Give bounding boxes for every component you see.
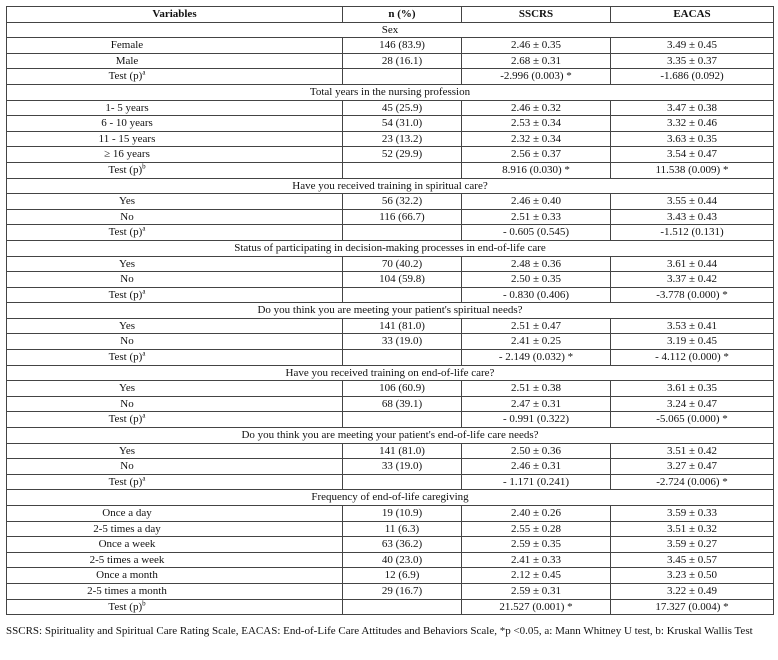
test-row xyxy=(7,350,774,366)
row-sscrs-value: 2.32 ± 0.34 xyxy=(462,131,611,147)
row-sscrs-value: 2.51 ± 0.38 xyxy=(462,381,611,397)
section-header-row xyxy=(7,490,774,506)
test-superscript: a xyxy=(142,68,146,77)
test-n-empty xyxy=(343,474,462,490)
test-superscript: a xyxy=(142,287,146,296)
table-row xyxy=(7,116,774,132)
table-row xyxy=(7,381,774,397)
section-header-row xyxy=(7,22,774,38)
test-label: Test (p) xyxy=(108,600,143,613)
section-title: Total years in the nursing profession xyxy=(7,84,774,100)
test-sscrs-value: - 1.171 (0.241) xyxy=(462,474,611,490)
row-sscrs-value: 2.59 ± 0.35 xyxy=(462,537,611,553)
row-label: ≥ 16 years xyxy=(7,147,343,163)
row-n-percent: 104 (59.8) xyxy=(343,272,462,288)
test-eacas-value: 11.538 (0.009) * xyxy=(611,162,774,178)
table-row xyxy=(7,521,774,537)
row-sscrs-value: 2.51 ± 0.33 xyxy=(462,209,611,225)
row-n-percent: 56 (32.2) xyxy=(343,194,462,210)
test-label-cell xyxy=(7,412,343,428)
row-label: 2-5 times a month xyxy=(7,583,343,599)
row-label: Once a month xyxy=(7,568,343,584)
row-label: No xyxy=(7,334,343,350)
table-row xyxy=(7,506,774,522)
table-row xyxy=(7,100,774,116)
row-eacas-value: 3.23 ± 0.50 xyxy=(611,568,774,584)
table-row xyxy=(7,131,774,147)
row-eacas-value: 3.59 ± 0.27 xyxy=(611,537,774,553)
test-n-empty xyxy=(343,350,462,366)
test-n-empty xyxy=(343,225,462,241)
row-n-percent: 19 (10.9) xyxy=(343,506,462,522)
row-sscrs-value: 2.46 ± 0.40 xyxy=(462,194,611,210)
test-sscrs-value: 8.916 (0.030) * xyxy=(462,162,611,178)
table-row xyxy=(7,209,774,225)
table-footnote: SSCRS: Spirituality and Spiritual Care Rating Scale, EACAS: End-of-Life Care Attitudes and Behaviors Scale, *p <0.05, a: Mann Whitney U test, b: Kruskal Wallis Test xyxy=(6,625,753,637)
row-sscrs-value: 2.55 ± 0.28 xyxy=(462,521,611,537)
row-label: Yes xyxy=(7,381,343,397)
test-superscript: b xyxy=(142,599,146,607)
table-body xyxy=(7,22,774,615)
row-n-percent: 11 (6.3) xyxy=(343,521,462,537)
row-n-percent: 68 (39.1) xyxy=(343,396,462,412)
row-eacas-value: 3.61 ± 0.44 xyxy=(611,256,774,272)
test-eacas-value: -2.724 (0.006) * xyxy=(611,474,774,490)
row-sscrs-value: 2.68 ± 0.31 xyxy=(462,53,611,69)
test-label: Test (p) xyxy=(108,413,143,426)
table-row xyxy=(7,272,774,288)
row-sscrs-value: 2.48 ± 0.36 xyxy=(462,256,611,272)
row-sscrs-value: 2.12 ± 0.45 xyxy=(462,568,611,584)
row-sscrs-value: 2.50 ± 0.36 xyxy=(462,443,611,459)
table-row xyxy=(7,443,774,459)
test-n-empty xyxy=(343,162,462,178)
row-eacas-value: 3.19 ± 0.45 xyxy=(611,334,774,350)
row-label: 11 - 15 years xyxy=(7,131,343,147)
test-label: Test (p) xyxy=(108,288,143,301)
test-n-empty xyxy=(343,412,462,428)
row-eacas-value: 3.63 ± 0.35 xyxy=(611,131,774,147)
test-row xyxy=(7,474,774,490)
row-eacas-value: 3.47 ± 0.38 xyxy=(611,100,774,116)
table-row xyxy=(7,194,774,210)
row-n-percent: 141 (81.0) xyxy=(343,443,462,459)
row-label: Once a week xyxy=(7,537,343,553)
test-row xyxy=(7,162,774,178)
header-sscrs: SSCRS xyxy=(462,7,611,23)
test-superscript: a xyxy=(142,411,146,420)
row-label: No xyxy=(7,459,343,475)
row-sscrs-value: 2.46 ± 0.31 xyxy=(462,459,611,475)
row-eacas-value: 3.32 ± 0.46 xyxy=(611,116,774,132)
test-eacas-value: -1.512 (0.131) xyxy=(611,225,774,241)
row-n-percent: 141 (81.0) xyxy=(343,318,462,334)
test-label-cell xyxy=(7,69,343,85)
test-superscript: a xyxy=(142,349,146,358)
test-label-cell xyxy=(7,350,343,366)
row-label: 6 - 10 years xyxy=(7,116,343,132)
row-sscrs-value: 2.46 ± 0.35 xyxy=(462,38,611,54)
test-eacas-value: 17.327 (0.004) * xyxy=(611,599,774,615)
test-row xyxy=(7,225,774,241)
row-n-percent: 63 (36.2) xyxy=(343,537,462,553)
row-label: Once a day xyxy=(7,506,343,522)
row-eacas-value: 3.45 ± 0.57 xyxy=(611,552,774,568)
test-label: Test (p) xyxy=(108,163,143,176)
section-title: Do you think you are meeting your patient's end-of-life care needs? xyxy=(7,428,774,444)
row-label: No xyxy=(7,272,343,288)
row-sscrs-value: 2.53 ± 0.34 xyxy=(462,116,611,132)
row-sscrs-value: 2.51 ± 0.47 xyxy=(462,318,611,334)
test-label: Test (p) xyxy=(108,226,143,239)
row-eacas-value: 3.59 ± 0.33 xyxy=(611,506,774,522)
header-eacas: EACAS xyxy=(611,7,774,23)
test-row xyxy=(7,69,774,85)
test-sscrs-value: - 0.605 (0.545) xyxy=(462,225,611,241)
test-superscript: a xyxy=(142,224,146,233)
row-label: 2-5 times a day xyxy=(7,521,343,537)
table-row xyxy=(7,583,774,599)
table-row xyxy=(7,318,774,334)
row-eacas-value: 3.35 ± 0.37 xyxy=(611,53,774,69)
row-label: No xyxy=(7,396,343,412)
test-label: Test (p) xyxy=(108,351,143,364)
test-eacas-value: -3.778 (0.000) * xyxy=(611,287,774,303)
table-row xyxy=(7,459,774,475)
row-eacas-value: 3.55 ± 0.44 xyxy=(611,194,774,210)
test-superscript: b xyxy=(142,162,146,171)
table-row xyxy=(7,537,774,553)
test-sscrs-value: -2.996 (0.003) * xyxy=(462,69,611,85)
row-label: Yes xyxy=(7,318,343,334)
row-sscrs-value: 2.41 ± 0.25 xyxy=(462,334,611,350)
section-title: Have you received training in spiritual care? xyxy=(7,178,774,194)
test-label-cell xyxy=(7,162,343,178)
test-label: Test (p) xyxy=(108,475,143,488)
section-header-row xyxy=(7,178,774,194)
test-sscrs-value: - 2.149 (0.032) * xyxy=(462,350,611,366)
test-row xyxy=(7,287,774,303)
table-row xyxy=(7,396,774,412)
section-header-row xyxy=(7,428,774,444)
row-sscrs-value: 2.40 ± 0.26 xyxy=(462,506,611,522)
test-sscrs-value: 21.527 (0.001) * xyxy=(462,599,611,615)
test-sscrs-value: - 0.991 (0.322) xyxy=(462,412,611,428)
test-sscrs-value: - 0.830 (0.406) xyxy=(462,287,611,303)
row-eacas-value: 3.61 ± 0.35 xyxy=(611,381,774,397)
test-n-empty xyxy=(343,287,462,303)
row-eacas-value: 3.24 ± 0.47 xyxy=(611,396,774,412)
row-eacas-value: 3.37 ± 0.42 xyxy=(611,272,774,288)
table-row xyxy=(7,38,774,54)
row-sscrs-value: 2.50 ± 0.35 xyxy=(462,272,611,288)
test-label-cell xyxy=(7,599,343,615)
row-n-percent: 52 (29.9) xyxy=(343,147,462,163)
row-label: 2-5 times a week xyxy=(7,552,343,568)
row-label: Female xyxy=(7,38,343,54)
section-header-row xyxy=(7,365,774,381)
row-label: Yes xyxy=(7,194,343,210)
section-header-row xyxy=(7,84,774,100)
row-n-percent: 146 (83.9) xyxy=(343,38,462,54)
test-row xyxy=(7,412,774,428)
section-header-row xyxy=(7,303,774,319)
row-eacas-value: 3.43 ± 0.43 xyxy=(611,209,774,225)
header-n-percent: n (%) xyxy=(343,7,462,23)
section-title: Status of participating in decision-making processes in end-of-life care xyxy=(7,240,774,256)
row-label: 1- 5 years xyxy=(7,100,343,116)
section-title: Sex xyxy=(7,22,774,38)
row-sscrs-value: 2.59 ± 0.31 xyxy=(462,583,611,599)
section-title: Frequency of end-of-life caregiving xyxy=(7,490,774,506)
results-table xyxy=(6,6,774,615)
row-n-percent: 28 (16.1) xyxy=(343,53,462,69)
section-header-row xyxy=(7,240,774,256)
row-eacas-value: 3.27 ± 0.47 xyxy=(611,459,774,475)
table-row xyxy=(7,568,774,584)
row-sscrs-value: 2.56 ± 0.37 xyxy=(462,147,611,163)
row-n-percent: 45 (25.9) xyxy=(343,100,462,116)
row-label: Yes xyxy=(7,443,343,459)
row-label: No xyxy=(7,209,343,225)
test-label-cell xyxy=(7,474,343,490)
row-n-percent: 29 (16.7) xyxy=(343,583,462,599)
row-n-percent: 33 (19.0) xyxy=(343,334,462,350)
row-label: Yes xyxy=(7,256,343,272)
row-n-percent: 70 (40.2) xyxy=(343,256,462,272)
test-label: Test (p) xyxy=(108,70,143,83)
row-sscrs-value: 2.47 ± 0.31 xyxy=(462,396,611,412)
row-n-percent: 12 (6.9) xyxy=(343,568,462,584)
row-n-percent: 106 (60.9) xyxy=(343,381,462,397)
row-sscrs-value: 2.46 ± 0.32 xyxy=(462,100,611,116)
section-title: Have you received training on end-of-life care? xyxy=(7,365,774,381)
header-variables: Variables xyxy=(7,7,343,23)
table-row xyxy=(7,147,774,163)
test-n-empty xyxy=(343,599,462,615)
test-label-cell xyxy=(7,287,343,303)
table-row xyxy=(7,334,774,350)
test-eacas-value: - 4.112 (0.000) * xyxy=(611,350,774,366)
row-n-percent: 33 (19.0) xyxy=(343,459,462,475)
row-n-percent: 54 (31.0) xyxy=(343,116,462,132)
row-eacas-value: 3.22 ± 0.49 xyxy=(611,583,774,599)
test-eacas-value: -1.686 (0.092) xyxy=(611,69,774,85)
header-row xyxy=(7,7,774,23)
row-n-percent: 116 (66.7) xyxy=(343,209,462,225)
test-row xyxy=(7,599,774,615)
test-superscript: a xyxy=(142,474,146,483)
row-eacas-value: 3.51 ± 0.32 xyxy=(611,521,774,537)
section-title: Do you think you are meeting your patient's spiritual needs? xyxy=(7,303,774,319)
row-eacas-value: 3.54 ± 0.47 xyxy=(611,147,774,163)
row-sscrs-value: 2.41 ± 0.33 xyxy=(462,552,611,568)
row-n-percent: 23 (13.2) xyxy=(343,131,462,147)
row-eacas-value: 3.53 ± 0.41 xyxy=(611,318,774,334)
table-row xyxy=(7,53,774,69)
test-eacas-value: -5.065 (0.000) * xyxy=(611,412,774,428)
row-eacas-value: 3.51 ± 0.42 xyxy=(611,443,774,459)
row-eacas-value: 3.49 ± 0.45 xyxy=(611,38,774,54)
table-row xyxy=(7,256,774,272)
test-n-empty xyxy=(343,69,462,85)
test-label-cell xyxy=(7,225,343,241)
table-row xyxy=(7,552,774,568)
row-label: Male xyxy=(7,53,343,69)
row-n-percent: 40 (23.0) xyxy=(343,552,462,568)
